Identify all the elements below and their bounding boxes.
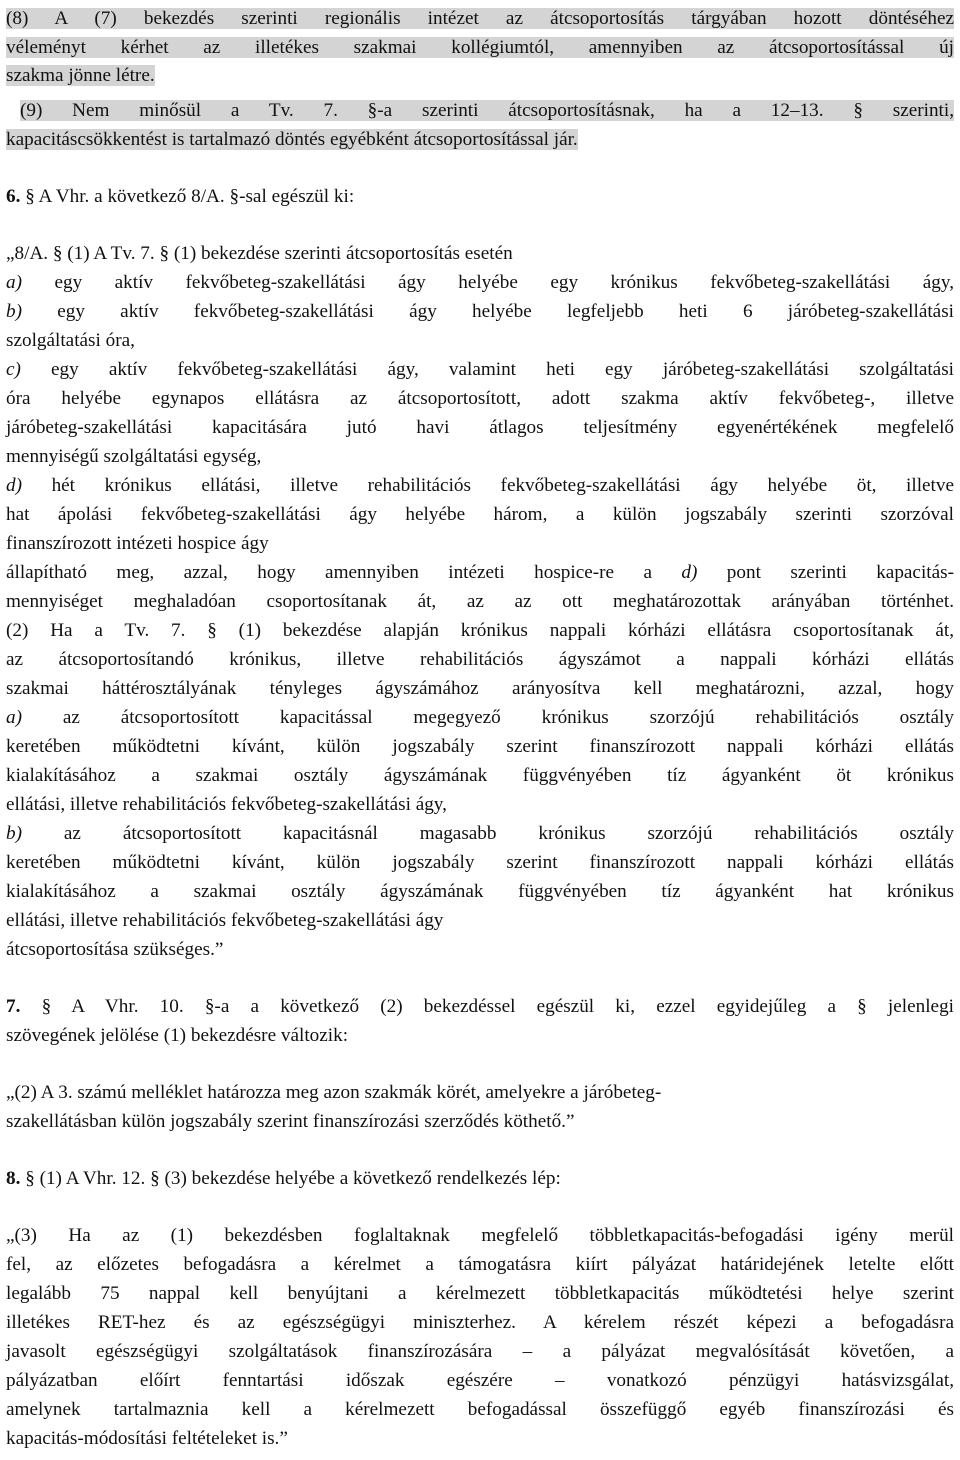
quote-8-line-5: javasolt egészségügyi szolgáltatások finanszírozására – a pályázat megvalósítását követően, a — [6, 1341, 954, 1362]
item-c: c) egy aktív fekvőbeteg-szakellátási ágy, valamint heti egy járóbeteg-szakellátási szolgáltatási — [6, 359, 954, 380]
quote-7-line-2: szakellátásban külön jogszabály szerint finanszírozási szerződés köthető.” — [6, 1111, 575, 1132]
quote-8-line-1: „(3) Ha az (1) bekezdésben foglaltaknak megfelelő többletkapacitás-befogadási igény merül — [6, 1225, 954, 1246]
paragraph-2-item-a-cont-1: keretében működtetni kívánt, külön jogszabály szerint finanszírozott nappali kórházi ellátás — [6, 736, 954, 757]
point-8-heading: 8. § (1) A Vhr. 12. § (3) bekezdése helyébe a következő rendelkezés lép: — [6, 1168, 561, 1189]
paragraph-2-item-a-cont-2: kialakításához a szakmai osztály ágyszámának függvényében tíz ágyanként öt krónikus — [6, 765, 954, 786]
paragraph-8-line-1: (8) A (7) bekezdés szerinti regionális intézet az átcsoportosítás tárgyában hozott döntéséhez — [6, 8, 954, 29]
paragraph-9-line-2: kapacitáscsökkentést is tartalmazó döntés egyébként átcsoportosítással jár. — [6, 129, 578, 150]
point-7-line-2: szövegének jelölése (1) bekezdésre változik: — [6, 1025, 349, 1046]
point-6-heading: 6. § A Vhr. a következő 8/A. §-sal egészül ki: — [6, 186, 355, 207]
section-8a-intro: „8/A. § (1) A Tv. 7. § (1) bekezdése szerinti átcsoportosítás esetén — [6, 243, 513, 264]
quote-8-line-8: kapacitás-módosítási feltételeket is.” — [6, 1428, 288, 1449]
paragraph-2-line-1: (2) Ha a Tv. 7. § (1) bekezdése alapján krónikus nappali kórházi ellátásra csoportosítanak át, — [6, 620, 954, 641]
quote-8-line-2: fel, az előzetes befogadásra a kérelmet a támogatásra kiírt pályázat határidejének letelte előtt — [6, 1254, 954, 1275]
paragraph-2-item-b: b) az átcsoportosított kapacitásnál magasabb krónikus szorzójú rehabilitációs osztály — [6, 823, 954, 844]
quote-8-line-4: illetékes RET-hez és az egészségügyi miniszterhez. A kérelem részét képezi a befogadásra — [6, 1312, 954, 1333]
tail-line-2: mennyiséget meghaladóan csoportosítanak át, az az ott meghatározottak arányában történhet. — [6, 591, 954, 612]
paragraph-8-line-3: szakma jönne létre. — [6, 65, 155, 86]
item-b: b) egy aktív fekvőbeteg-szakellátási ágy helyébe legfeljebb heti 6 járóbeteg-szakellátási — [6, 301, 954, 322]
item-a: a) egy aktív fekvőbeteg-szakellátási ágy helyébe egy krónikus fekvőbeteg-szakellátási ágy, — [6, 272, 954, 293]
item-d: d) hét krónikus ellátási, illetve rehabilitációs fekvőbeteg-szakellátási ágy helyébe öt, illetve — [6, 475, 954, 496]
paragraph-2-item-b-cont-4: átcsoportosítása szükséges.” — [6, 939, 224, 960]
quote-8-line-6: pályázatban előírt fenntartási időszak egészére – vonatkozó pénzügyi hatásvizsgálat, — [6, 1370, 954, 1391]
paragraph-2-line-2: az átcsoportosítandó krónikus, illetve rehabilitációs ágyszámot a nappali kórházi ellátás — [6, 649, 954, 670]
paragraph-2-item-b-cont-2: kialakításához a szakmai osztály ágyszámának függvényében tíz ágyanként hat krónikus — [6, 881, 954, 902]
paragraph-2-item-b-cont-1: keretében működtetni kívánt, külön jogszabály szerint finanszírozott nappali kórházi ellátás — [6, 852, 954, 873]
quote-8-line-7: amelynek tartalmaznia kell a kérelmezett befogadással összefüggő egyéb finanszírozási és — [6, 1399, 954, 1420]
item-c-continuation-3: mennyiségű szolgáltatási egység, — [6, 446, 262, 467]
item-d-continuation-2: finanszírozott intézeti hospice ágy — [6, 533, 269, 554]
item-c-continuation-2: járóbeteg-szakellátási kapacitására jutó havi átlagos teljesítmény egyenértékének megfelelő — [6, 417, 954, 438]
paragraph-2-line-3: szakmai háttérosztályának tényleges ágyszámához arányosítva kell meghatározni, azzal, hogy — [6, 678, 954, 699]
paragraph-9-line-1: (9) Nem minősül a Tv. 7. §-a szerinti átcsoportosításnak, ha a 12–13. § szerinti, — [20, 100, 954, 121]
paragraph-8-line-2: véleményt kérhet az illetékes szakmai kollégiumtól, amennyiben az átcsoportosítással új — [6, 37, 954, 58]
paragraph-2-item-a: a) az átcsoportosított kapacitással megegyező krónikus szorzójú rehabilitációs osztály — [6, 707, 954, 728]
tail-line-1: állapítható meg, azzal, hogy amennyiben intézeti hospice-re a d) pont szerinti kapacitás- — [6, 562, 954, 583]
quote-8-line-3: legalább 75 nappal kell benyújtani a kérelmezett többletkapacitás működtetési helye szerint — [6, 1283, 954, 1304]
quote-7-line-1: „(2) A 3. számú melléklet határozza meg azon szakmák körét, amelyekre a járóbeteg- — [6, 1082, 662, 1103]
item-c-continuation-1: óra helyébe egynapos ellátásra az átcsoportosított, adott szakma aktív fekvőbeteg-, illetve — [6, 388, 954, 409]
paragraph-2-item-a-cont-3: ellátási, illetve rehabilitációs fekvőbeteg-szakellátási ágy, — [6, 794, 447, 815]
point-7-heading: 7. § A Vhr. 10. §-a a következő (2) bekezdéssel egészül ki, ezzel egyidejűleg a § jelenlegi — [6, 996, 954, 1017]
paragraph-2-item-b-cont-3: ellátási, illetve rehabilitációs fekvőbeteg-szakellátási ágy — [6, 910, 444, 931]
item-d-continuation-1: hat ápolási fekvőbeteg-szakellátási ágy helyébe három, a külön jogszabály szerinti szorzóval — [6, 504, 954, 525]
item-b-continuation: szolgáltatási óra, — [6, 330, 135, 351]
